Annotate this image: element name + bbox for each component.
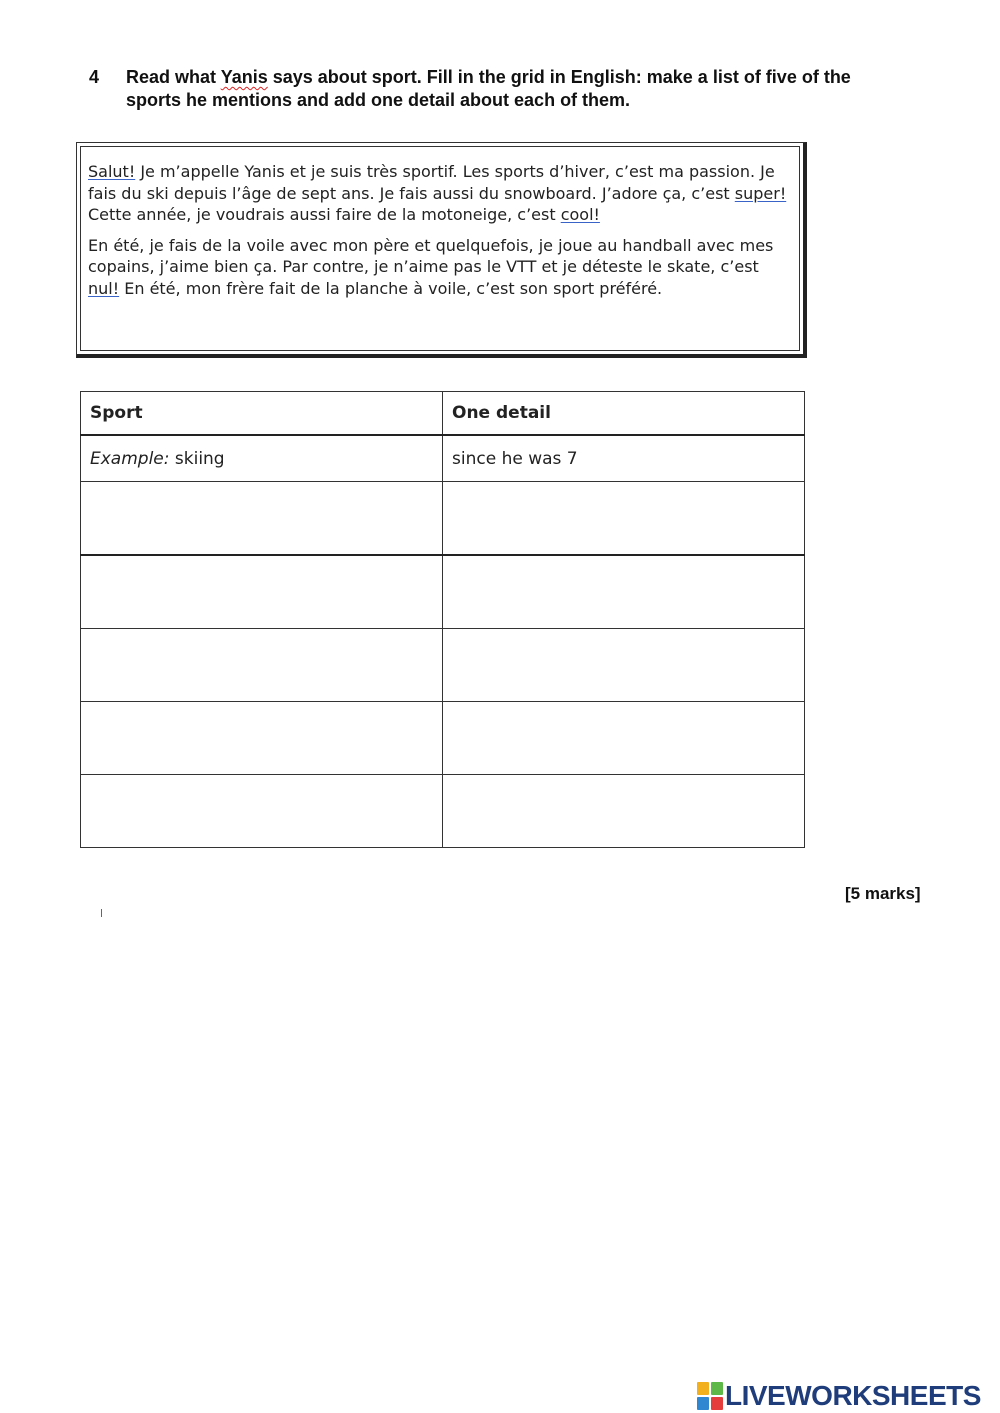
- liveworksheets-logo: [697, 1380, 981, 1412]
- logo-square-1: [697, 1382, 709, 1395]
- answer-sport-2[interactable]: [81, 555, 443, 629]
- example-detail: since he was 7: [443, 435, 805, 482]
- answer-sport-1[interactable]: [81, 482, 443, 556]
- example-sport: skiing: [169, 448, 225, 469]
- table-row: [81, 555, 805, 629]
- logo-icon: [697, 1382, 723, 1410]
- reading-passage: [80, 146, 800, 351]
- passage-p1-a: Je m’appelle Yanis et je suis très sportif. Les sports d’hiver, c’est ma passion. Je fais du ski depuis l’âge de sept ans. Je fais aussi du snowboard. J’adore ça, c’est: [88, 162, 775, 203]
- answer-detail-1[interactable]: [443, 482, 805, 556]
- question-text: [126, 66, 869, 112]
- passage-nul: nul!: [88, 278, 120, 298]
- stray-mark: [101, 909, 102, 917]
- example-label: Example:: [90, 448, 170, 469]
- answer-detail-3[interactable]: [443, 629, 805, 702]
- grid-example-row: [81, 435, 805, 482]
- logo-square-2: [711, 1382, 723, 1395]
- question-text-before: Read what: [126, 67, 221, 87]
- answer-grid: [80, 391, 805, 848]
- grid-header-row: [81, 392, 805, 436]
- logo-text: LIVEWORKSHEETS: [725, 1380, 981, 1411]
- table-row: [81, 702, 805, 775]
- answer-detail-2[interactable]: [443, 555, 805, 629]
- logo-square-4: [711, 1397, 723, 1410]
- passage-cool: cool!: [560, 205, 600, 224]
- header-sport: Sport: [81, 392, 443, 436]
- answer-sport-4[interactable]: [81, 702, 443, 775]
- passage-super: super!: [734, 183, 787, 203]
- reading-passage-box: [76, 142, 807, 358]
- answer-detail-5[interactable]: [443, 775, 805, 848]
- table-row: [81, 482, 805, 556]
- passage-salut: Salut!: [88, 162, 136, 181]
- marks-label: [5 marks]: [845, 884, 921, 903]
- question: [89, 66, 869, 112]
- answer-sport-5[interactable]: [81, 775, 443, 848]
- passage-p1-b: Cette année, je voudrais aussi faire de la motoneige, c’est: [88, 205, 561, 224]
- passage-paragraph-1: [88, 161, 791, 226]
- passage-p2-a: En été, je fais de la voile avec mon père et quelquefois, je joue au handball avec mes copains, j’aime bien ça. Par contre, je n’aime pas le VTT et je déteste le skate, c’est: [88, 235, 774, 276]
- example-sport-cell: [81, 435, 443, 482]
- table-row: [81, 629, 805, 702]
- passage-paragraph-2: [88, 235, 791, 300]
- passage-p2-b: En été, mon frère fait de la planche à voile, c’est son sport préféré.: [119, 278, 663, 298]
- header-detail: One detail: [443, 392, 805, 436]
- answer-sport-3[interactable]: [81, 629, 443, 702]
- question-number: 4: [89, 67, 100, 87]
- answer-detail-4[interactable]: [443, 702, 805, 775]
- question-text-after: says about sport. Fill in the grid in English: make a list of five of the sports he mentions and add one detail about each of them.: [126, 67, 851, 110]
- logo-square-3: [697, 1397, 709, 1410]
- question-name: Yanis: [220, 67, 268, 87]
- table-row: [81, 775, 805, 848]
